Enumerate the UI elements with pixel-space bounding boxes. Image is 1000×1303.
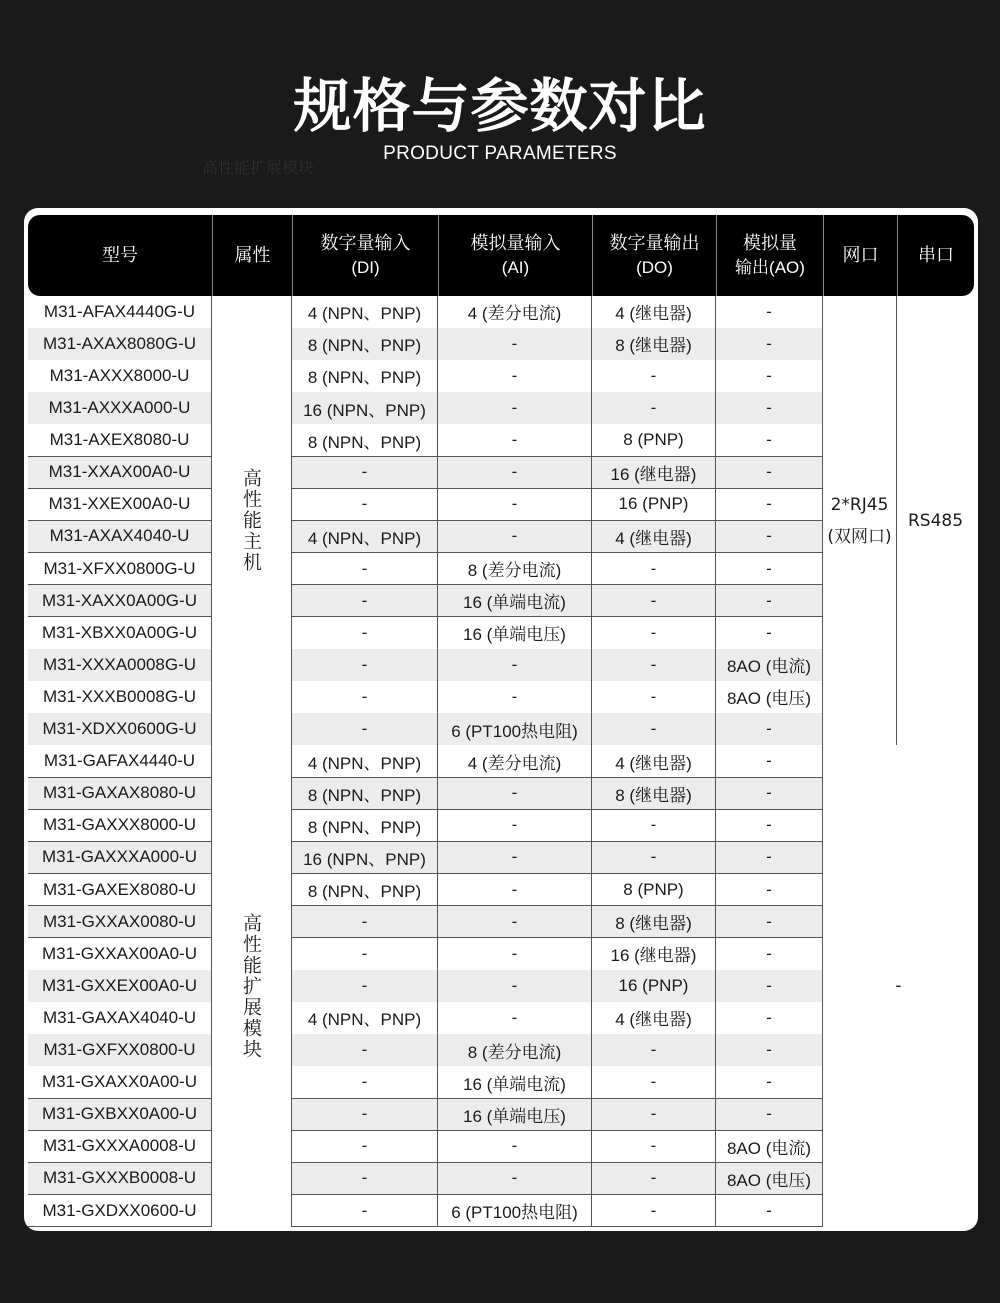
cell-ai: - [438,457,592,490]
cell-di: - [292,681,438,714]
cell-ai: 16 (单端电压) [438,1099,592,1132]
cell-do: - [592,553,716,586]
cell-di: 4 (NPN、PNP) [292,1002,438,1035]
cell-ai: 6 (PT100热电阻) [438,1195,592,1228]
cell-model: M31-XXEX00A0-U [28,489,212,522]
cell-di: 16 (NPN、PNP) [292,842,438,875]
cell-ai: - [438,521,592,554]
table-header [28,215,974,296]
cell-model: M31-XFXX0800G-U [28,553,212,586]
col-header-network [823,215,897,296]
col-header-di [292,215,438,296]
cell-ai: 16 (单端电流) [438,1066,592,1099]
cell-di: 8 (NPN、PNP) [292,360,438,393]
cell-model: M31-XXXB0008G-U [28,681,212,714]
cell-model: M31-GXFXX0800-U [28,1034,212,1067]
cell-ao: - [716,457,823,490]
cell-do: - [592,1163,716,1196]
cell-do: 4 (继电器) [592,296,716,329]
cell-model: M31-GAFAX4440-U [28,745,212,778]
cell-network [823,296,897,745]
cell-ao: - [716,296,823,329]
cell-do: - [592,1195,716,1228]
col-header-sub: (DI) [351,257,380,277]
cell-do: 16 (PNP) [592,489,716,522]
cell-ao: - [716,1195,823,1228]
cell-model: M31-GXXEX00A0-U [28,970,212,1003]
col-header-model [28,215,212,296]
spec-table-card [24,208,978,1231]
cell-model: M31-XXAX00A0-U [28,457,212,490]
cell-ai: - [438,778,592,811]
cell-do: - [592,617,716,650]
cell-ai: - [438,1131,592,1164]
cell-di: - [292,585,438,618]
cell-ai: - [438,810,592,843]
col-header-ao [716,215,823,296]
network-label: 2*RJ45 [830,494,889,515]
cell-ai: - [438,1002,592,1035]
cell-di: 8 (NPN、PNP) [292,874,438,907]
cell-ai: 4 (差分电流) [438,745,592,778]
cell-ao: - [716,938,823,971]
cell-network-serial [823,745,974,1227]
cell-model: M31-AXXXA000-U [28,392,212,425]
cell-ai: - [438,874,592,907]
cell-do: 8 (继电器) [592,778,716,811]
cell-do: 4 (继电器) [592,521,716,554]
cell-ao: - [716,906,823,939]
cell-ai: - [438,424,592,457]
col-header-label: 数字量输出 [609,232,700,254]
cell-model: M31-GXBXX0A00-U [28,1099,212,1132]
col-header-do [592,215,716,296]
col-header-sub: (AI) [501,257,530,277]
col-header-label: 属性 [234,244,271,266]
cell-do: - [592,649,716,682]
cell-ai: - [438,681,592,714]
attribute-label: 高性能扩展模块 [240,912,262,1060]
cell-di: 8 (NPN、PNP) [292,424,438,457]
cell-do: - [592,360,716,393]
cell-ai: 6 (PT100热电阻) [438,713,592,746]
cell-di: - [292,1066,438,1099]
cell-ao: 8AO (电压) [716,681,823,714]
col-header-ai [438,215,592,296]
cell-do: 16 (PNP) [592,970,716,1003]
cell-di: - [292,906,438,939]
cell-do: - [592,1131,716,1164]
cell-model: M31-GAXXX8000-U [28,810,212,843]
cell-ao: - [716,810,823,843]
cell-ai: - [438,489,592,522]
cell-do: 8 (PNP) [592,874,716,907]
cell-ao: - [716,328,823,361]
cell-ai: - [438,1163,592,1196]
serial-label: RS485 [907,510,964,531]
cell-attribute [212,296,292,745]
cell-ao: - [716,713,823,746]
cell-di: - [292,553,438,586]
attribute-label: 高性能主机 [240,468,262,574]
cell-di: 4 (NPN、PNP) [292,296,438,329]
cell-do: 8 (继电器) [592,328,716,361]
cell-di: - [292,489,438,522]
cell-ao: - [716,842,823,875]
cell-ai: - [438,392,592,425]
cell-di: 16 (NPN、PNP) [292,392,438,425]
cell-model: M31-AFAX4440G-U [28,296,212,329]
cell-ao: - [716,553,823,586]
cell-di: - [292,1034,438,1067]
cell-ai: - [438,360,592,393]
cell-model: M31-GXXXB0008-U [28,1163,212,1196]
cell-do: - [592,713,716,746]
cell-di: - [292,649,438,682]
cell-di: - [292,617,438,650]
cell-do: 4 (继电器) [592,1002,716,1035]
cell-model: M31-GXDXX0600-U [28,1195,212,1228]
col-header-attribute [212,215,292,296]
cell-model: M31-GAXAX4040-U [28,1002,212,1035]
cell-do: 16 (继电器) [592,938,716,971]
cell-do: 4 (继电器) [592,745,716,778]
cell-ao: - [716,1034,823,1067]
col-header-label: 型号 [102,244,138,266]
cell-model: M31-AXXX8000-U [28,360,212,393]
cell-model: M31-GXXXA0008-U [28,1131,212,1164]
cell-model: M31-GXXAX00A0-U [28,938,212,971]
col-header-sub: 输出(AO) [735,257,805,277]
cell-ai: 8 (差分电流) [438,553,592,586]
cell-di: - [292,1099,438,1132]
cell-model: M31-AXEX8080-U [28,424,212,457]
cell-di: - [292,457,438,490]
cell-di: - [292,1163,438,1196]
cell-ao: - [716,521,823,554]
cell-ao: - [716,489,823,522]
cell-model: M31-AXAX8080G-U [28,328,212,361]
cell-model: M31-AXAX4040-U [28,521,212,554]
cell-attribute [212,745,292,1227]
cell-di: 8 (NPN、PNP) [292,778,438,811]
cell-ao: - [716,424,823,457]
cell-di: 4 (NPN、PNP) [292,521,438,554]
cell-model: M31-XBXX0A00G-U [28,617,212,650]
col-header-label: 网口 [842,244,879,266]
page-title: 规格与参数对比 [293,72,707,140]
cell-ao: 8AO (电流) [716,649,823,682]
cell-di: - [292,1195,438,1228]
cell-ao: - [716,970,823,1003]
cell-do: - [592,1066,716,1099]
cell-ao: - [716,392,823,425]
cell-do: - [592,681,716,714]
cell-di: 8 (NPN、PNP) [292,328,438,361]
col-header-serial [897,215,974,296]
cell-ai: - [438,906,592,939]
col-header-label: 串口 [918,244,954,266]
network-sub-label: (双网口) [827,526,892,547]
cell-ao: - [716,778,823,811]
cell-ao: - [716,745,823,778]
cell-ao: 8AO (电流) [716,1131,823,1164]
cell-model: M31-GAXEX8080-U [28,874,212,907]
cell-model: M31-GAXAX8080-U [28,778,212,811]
cell-ao: - [716,360,823,393]
cell-serial [897,296,974,745]
cell-model: M31-XXXA0008G-U [28,649,212,682]
cell-di: 4 (NPN、PNP) [292,745,438,778]
cell-ai: 16 (单端电压) [438,617,592,650]
cell-ai: - [438,649,592,682]
cell-model: M31-XAXX0A00G-U [28,585,212,618]
cell-do: - [592,842,716,875]
cell-ao: - [716,1066,823,1099]
col-header-sub: (DO) [636,257,673,277]
cell-model: M31-GXAXX0A00-U [28,1066,212,1099]
cell-do: 8 (继电器) [592,906,716,939]
cell-ai: - [438,842,592,875]
cell-ai: - [438,938,592,971]
cell-model: M31-GAXXXA000-U [28,842,212,875]
cell-do: - [592,1099,716,1132]
cell-ai: 8 (差分电流) [438,1034,592,1067]
cell-do: - [592,810,716,843]
cell-ao: - [716,874,823,907]
col-header-label: 模拟量 [743,232,797,254]
cell-do: 8 (PNP) [592,424,716,457]
cell-di: - [292,1131,438,1164]
cell-model: M31-GXXAX0080-U [28,906,212,939]
ghost-label: 高性能扩展模块 [202,158,315,177]
col-header-label: 数字量输入 [320,232,411,254]
cell-ai: 4 (差分电流) [438,296,592,329]
cell-di: - [292,938,438,971]
cell-di: - [292,713,438,746]
cell-ao: 8AO (电压) [716,1163,823,1196]
cell-ao: - [716,1099,823,1132]
col-header-label: 模拟量输入 [470,232,561,254]
cell-ao: - [716,585,823,618]
cell-di: - [292,970,438,1003]
cell-ai: - [438,970,592,1003]
cell-do: 16 (继电器) [592,457,716,490]
page-subtitle: PRODUCT PARAMETERS [383,143,617,164]
cell-model: M31-XDXX0600G-U [28,713,212,746]
cell-do: - [592,1034,716,1067]
cell-ai: - [438,328,592,361]
cell-do: - [592,585,716,618]
cell-ao: - [716,1002,823,1035]
cell-do: - [592,392,716,425]
cell-di: 8 (NPN、PNP) [292,810,438,843]
network-label: - [895,976,902,997]
cell-ao: - [716,617,823,650]
cell-ai: 16 (单端电流) [438,585,592,618]
